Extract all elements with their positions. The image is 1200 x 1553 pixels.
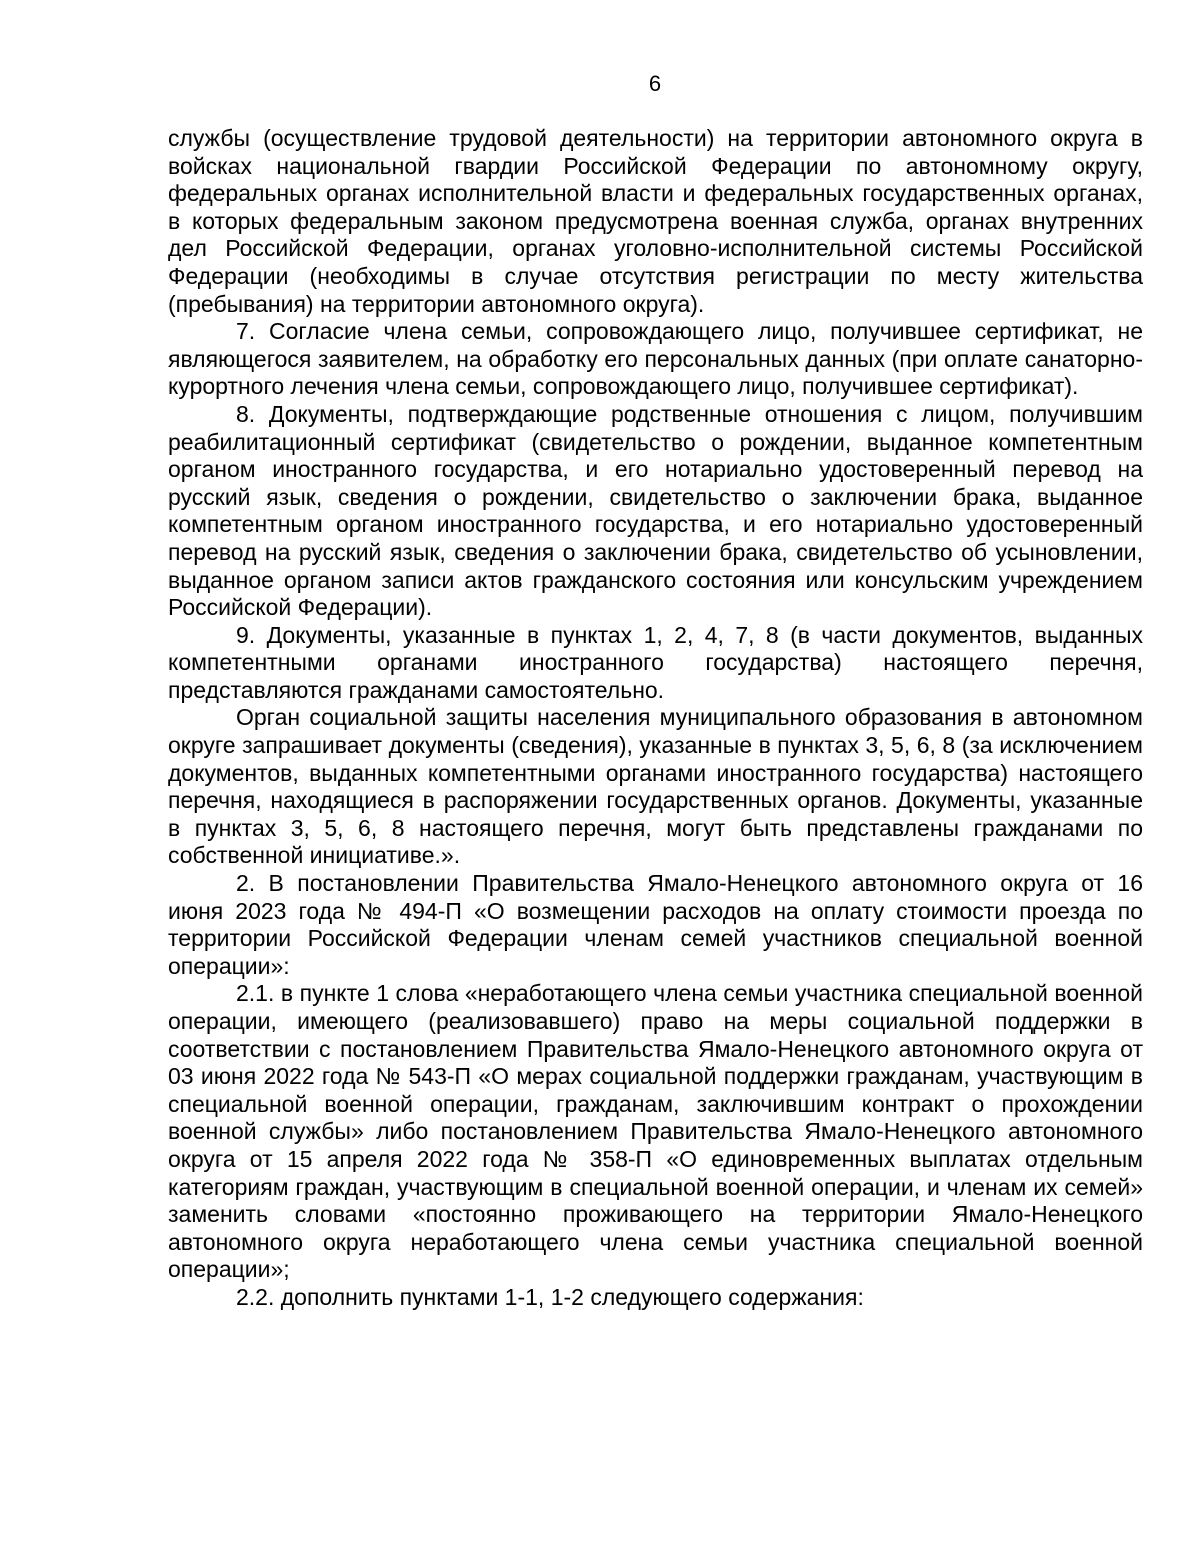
paragraph-item-7: 7. Согласие члена семьи, сопровождающего лицо, получившее сертификат, не являющегося заявителем, на обработку его персональных данных (при оплате санаторно-курортного лечения члена семьи, сопровождающего лицо, получившее сертификат). — [168, 318, 1143, 400]
document-body — [168, 125, 1143, 1312]
page-number: 6 — [648, 71, 662, 96]
paragraph-item-8: 8. Документы, подтверждающие родственные отношения с лицом, получившим реабилитационный сертификат (свидетельство о рождении, выданное компетентным органом иностранного государства, и его нотариально удостоверенный перевод на русский язык, сведения о рождении, свидетельство о заключении брака, выданное компетентным органом иностранного государства, и его нотариально удостоверенный перевод на русский язык, сведения о заключении брака, свидетельство об усыновлении, выданное органом записи актов гражданского состояния или консульским учреждением Российской Федерации). — [168, 400, 1143, 621]
paragraph-section-2-2: 2.2. дополнить пунктами 1-1, 1-2 следующего содержания: — [236, 1283, 864, 1310]
paragraph-section-2-1: 2.1. в пункте 1 слова «неработающего члена семьи участника специальной военной операции, имеющего (реализовавшего) право на меры социальной поддержки в соответствии с постановлением Правительства Ямало-Ненецкого автономного округа от 03 июня 2022 года № 543-П «О мерах социальной поддержки гражданам, участвующим в специальной военной операции, гражданам, заключившим контракт о прохождении военной службы» либо постановлением Правительства Ямало-Ненецкого автономного округа от 15 апреля 2022 года № 358-П «О единовременных выплатах отдельным категориям граждан, участвующим в специальной военной операции, и членам их семей» заменить словами «постоянно проживающего на территории Ямало-Ненецкого автономного округа неработающего члена семьи участника специальной военной операции»; — [168, 980, 1143, 1283]
paragraph-social-protection: Орган социальной защиты населения муниципального образования в автономном округе запрашивает документы (сведения), указанные в пунктах 3, 5, 6, 8 (за исключением документов, выданных компетентными органами иностранного государства) настоящего перечня, находящиеся в распоряжении государственных органов. Документы, указанные в пунктах 3, 5, 6, 8 настоящего перечня, могут быть представлены гражданами по собственной инициативе.». — [168, 704, 1143, 869]
paragraph-section-2: 2. В постановлении Правительства Ямало-Ненецкого автономного округа от 16 июня 2023 года № 494-П «О возмещении расходов на оплату стоимости проезда по территории Российской Федерации членам семей участников специальной военной операции»: — [168, 870, 1143, 979]
paragraph-continuation: службы (осуществление трудовой деятельности) на территории автономного округа в войсках национальной гвардии Российской Федерации по автономному округу, федеральных органах исполнительной власти и федеральных государственных органах, в которых федеральным законом предусмотрена военная служба, органах внутренних дел Российской Федерации, органах уголовно-исполнительной системы Российской Федерации (необходимы в случае отсутствия регистрации по месту жительства (пребывания) на территории автономного округа). — [168, 125, 1143, 317]
paragraph-item-9: 9. Документы, указанные в пунктах 1, 2, 4, 7, 8 (в части документов, выданных компетентными органами иностранного государства) настоящего перечня, представляются гражданами самостоятельно. — [168, 621, 1143, 703]
